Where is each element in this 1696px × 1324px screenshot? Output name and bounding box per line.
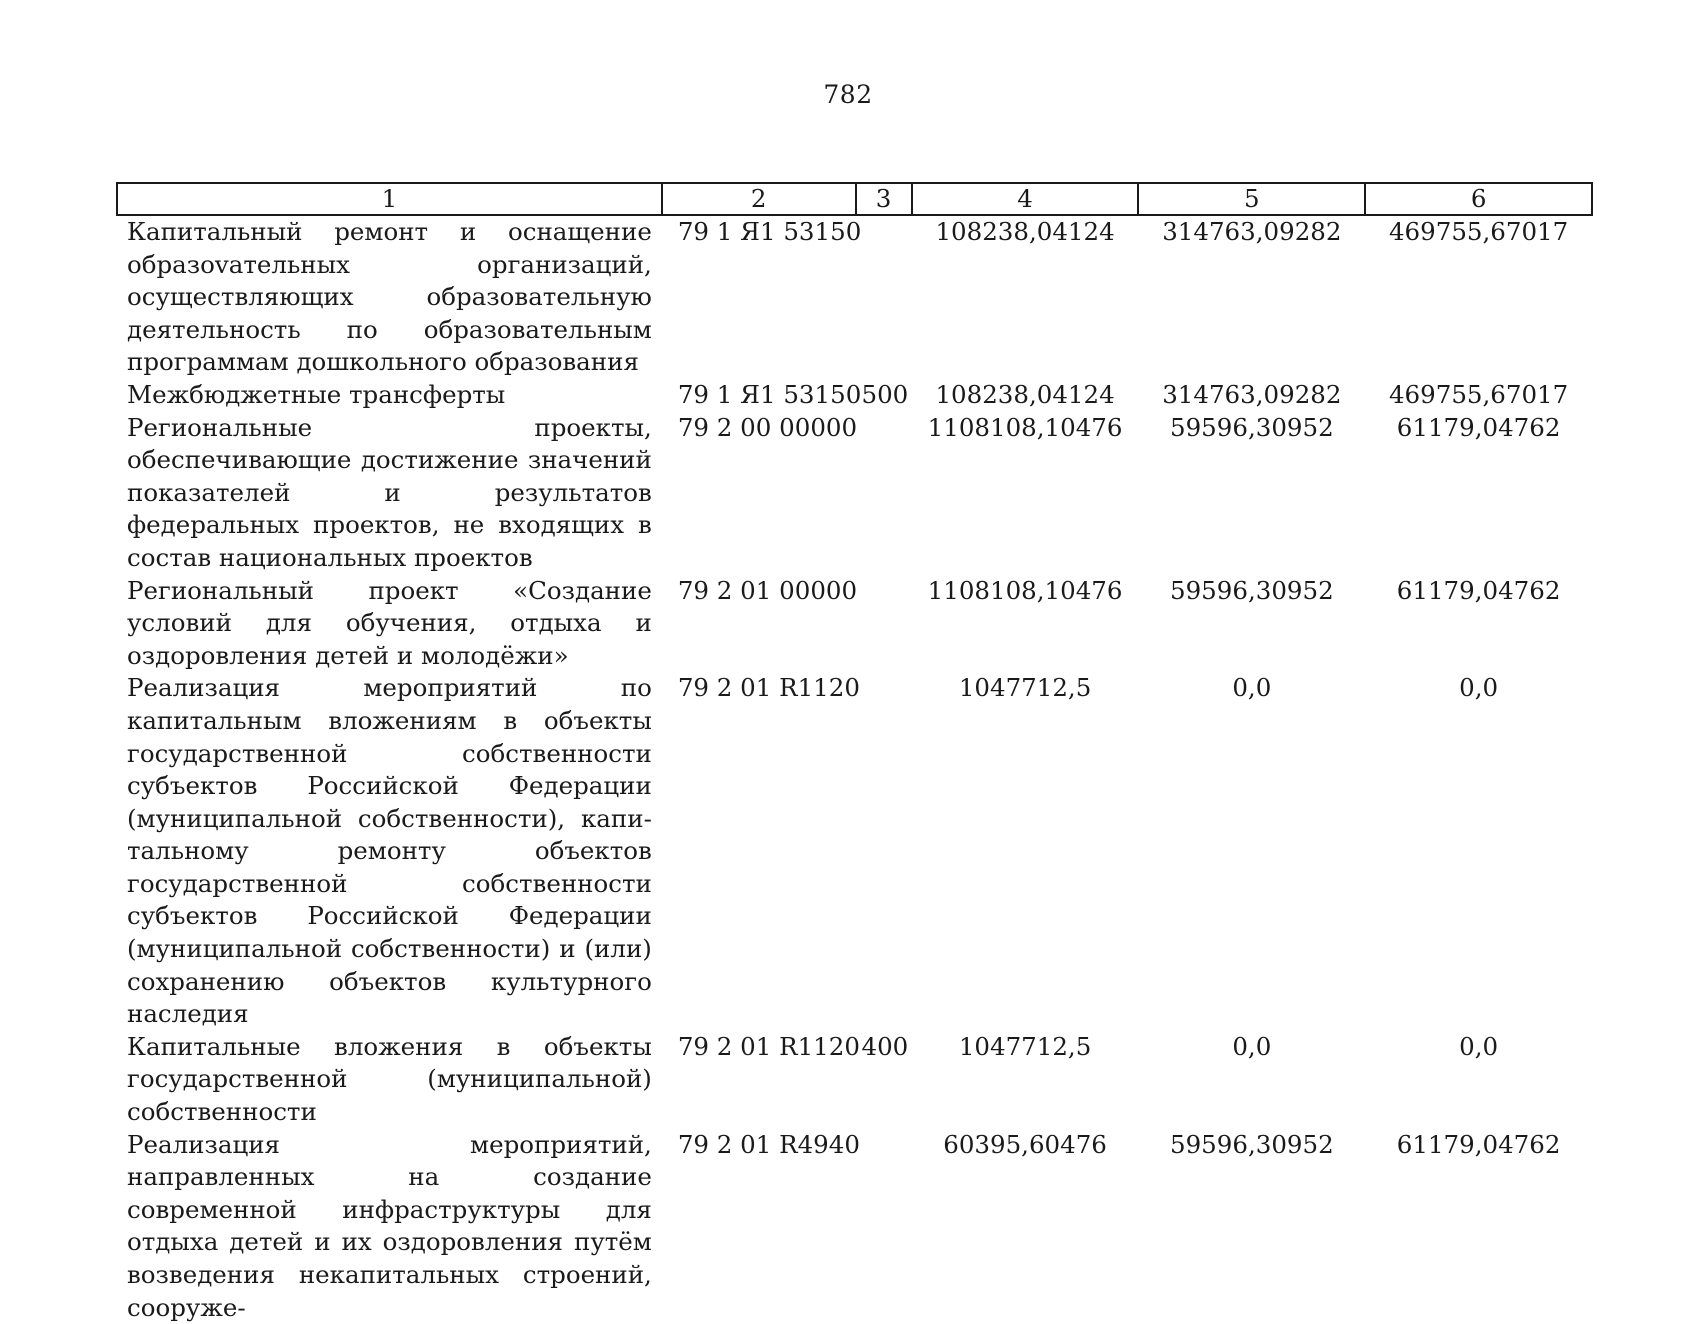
row-value-6: 0,0 bbox=[1459, 1031, 1499, 1061]
column-header-4: 4 bbox=[912, 183, 1139, 215]
column-header-1: 1 bbox=[117, 183, 662, 215]
budget-table bbox=[116, 182, 1593, 1324]
row-expense-type: 500 bbox=[861, 379, 909, 409]
row-code: 79 1 Я1 53150 bbox=[677, 379, 862, 409]
row-expense-type: 400 bbox=[861, 1031, 909, 1061]
row-name: Капитальный ремонт и оснащение образоvательных организаций, осуществляющих образовательную деятельность по образовательным программам дошкольного образования bbox=[127, 217, 652, 377]
row-value-4: 1047712,5 bbox=[958, 1031, 1092, 1061]
table-header bbox=[117, 183, 1592, 215]
column-header-5: 5 bbox=[1138, 183, 1365, 215]
column-header-2: 2 bbox=[662, 183, 856, 215]
row-name: Реализация мероприятий, направленных на создание современной инфраструктуры для отдыха детей и их оздоровления путём возведения некапитальных строений, сооруже- bbox=[127, 1129, 652, 1322]
row-code: 79 2 00 00000 bbox=[677, 412, 858, 442]
row-value-5: 59596,30952 bbox=[1170, 412, 1334, 442]
row-value-6: 0,0 bbox=[1459, 673, 1499, 703]
row-code: 79 2 01 R4940 bbox=[677, 1129, 860, 1159]
column-header-3: 3 bbox=[856, 183, 912, 215]
row-value-4: 1108108,10476 bbox=[927, 575, 1123, 605]
row-name: Региональные проекты, обеспечивающие достижение значений показателей и результатов федеральных проектов, не входящих в состав национальных проектов bbox=[127, 412, 652, 572]
table-row bbox=[117, 1031, 1592, 1129]
row-expense-type bbox=[856, 412, 912, 575]
table-body bbox=[117, 215, 1592, 1324]
row-value-5: 0,0 bbox=[1232, 1031, 1272, 1061]
table-row bbox=[117, 379, 1592, 412]
header-row bbox=[117, 183, 1592, 215]
column-header-6: 6 bbox=[1365, 183, 1592, 215]
table-row bbox=[117, 215, 1592, 379]
row-name: Капитальные вложения в объекты государственной (муниципальной) собственности bbox=[127, 1031, 652, 1127]
row-name: Региональный проект «Создание условий для обучения, отдыха и оздоровления детей и молодёжи» bbox=[127, 575, 652, 670]
row-expense-type bbox=[856, 215, 912, 379]
row-value-6: 469755,67017 bbox=[1388, 379, 1569, 409]
table-row bbox=[117, 1129, 1592, 1324]
row-value-6: 61179,04762 bbox=[1396, 412, 1561, 442]
row-value-5: 314763,09282 bbox=[1162, 379, 1342, 409]
row-name: Межбюджетные трансферты bbox=[127, 379, 506, 409]
row-value-4: 1108108,10476 bbox=[927, 412, 1123, 442]
row-value-6: 469755,67017 bbox=[1388, 217, 1569, 246]
table-row bbox=[117, 412, 1592, 575]
row-expense-type bbox=[856, 575, 912, 673]
table-row bbox=[117, 575, 1592, 673]
row-value-4: 108238,04124 bbox=[935, 217, 1115, 246]
row-code: 79 1 Я1 53150 bbox=[677, 217, 862, 246]
row-value-6: 61179,04762 bbox=[1396, 575, 1561, 605]
row-code: 79 2 01 00000 bbox=[677, 575, 858, 605]
row-value-5: 0,0 bbox=[1232, 673, 1272, 703]
table-row bbox=[117, 672, 1592, 1031]
row-expense-type bbox=[856, 1129, 912, 1324]
row-value-5: 314763,09282 bbox=[1162, 217, 1342, 246]
row-value-4: 60395,60476 bbox=[943, 1129, 1107, 1159]
row-code: 79 2 01 R1120 bbox=[677, 673, 860, 703]
row-value-4: 1047712,5 bbox=[958, 673, 1092, 703]
row-value-4: 108238,04124 bbox=[935, 379, 1115, 409]
row-value-5: 59596,30952 bbox=[1170, 1129, 1334, 1159]
row-name: Реализация мероприятий по капитальным вложениям в объекты государственной собственности субъектов Российской Федерации (муниципальной собственности), капитальному ремонту объектов государственной собственности субъектов Российской Федерации (муниципальной собственности) и (или) сохранению объектов культурного наследия bbox=[127, 673, 652, 1029]
row-expense-type bbox=[856, 672, 912, 1031]
row-value-5: 59596,30952 bbox=[1170, 575, 1334, 605]
page-number: 782 bbox=[823, 80, 873, 109]
row-value-6: 61179,04762 bbox=[1396, 1129, 1561, 1159]
row-code: 79 2 01 R1120 bbox=[677, 1031, 860, 1061]
